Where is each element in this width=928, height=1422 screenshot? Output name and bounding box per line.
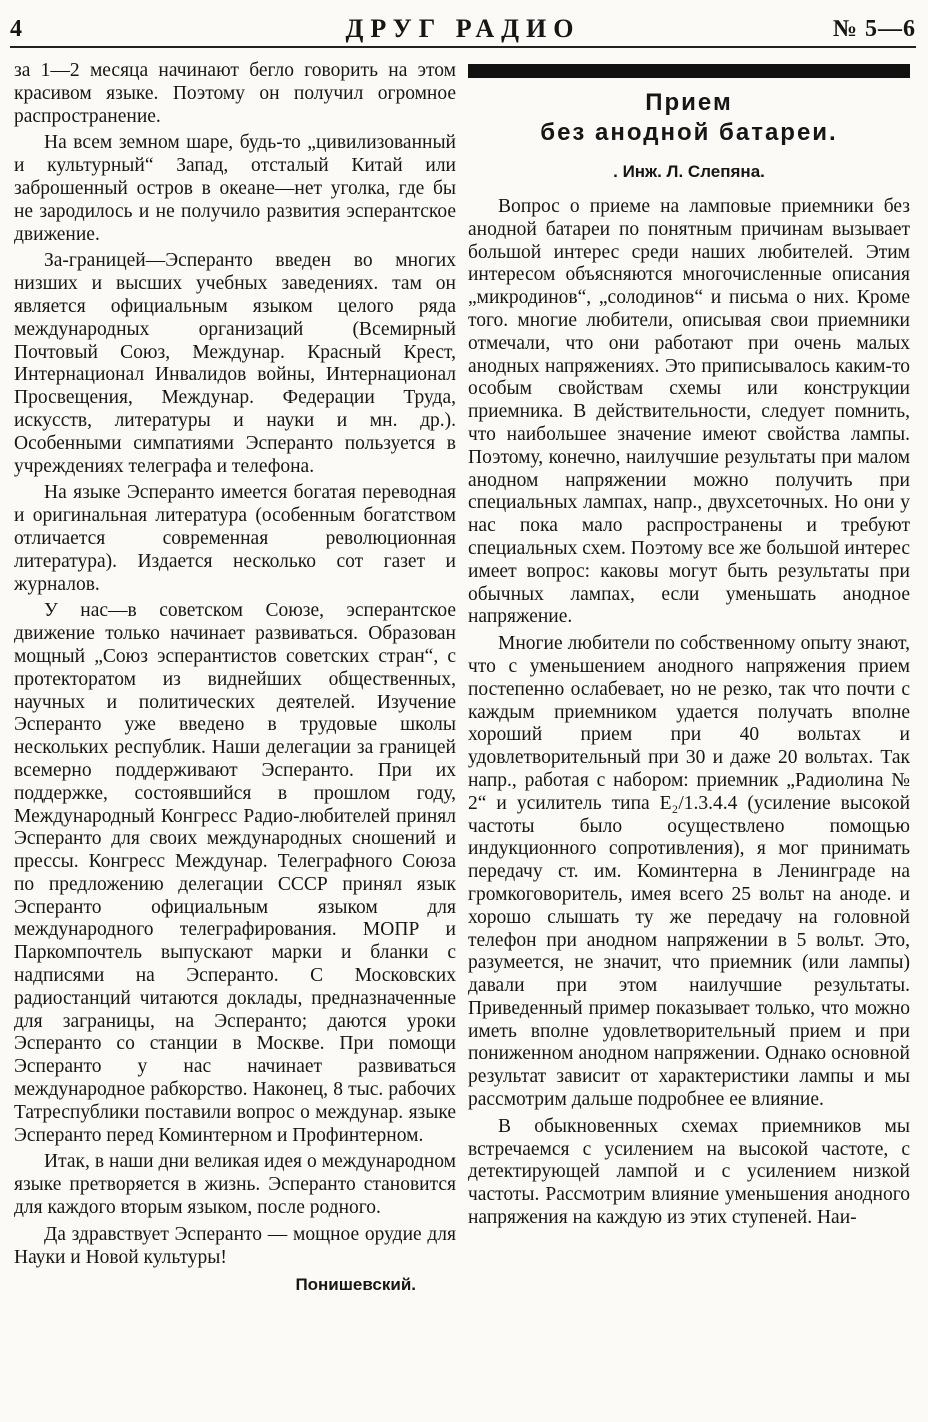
header-rule xyxy=(10,46,916,48)
article-signature: Понишевский. xyxy=(295,1275,416,1295)
article-title xyxy=(468,88,910,148)
paragraph: за 1—2 месяца начинают бегло говорить на этом красивом языке. Поэтому он получил огромное распространение. xyxy=(14,60,456,127)
paragraph: У нас—в советском Союзе, эсперантское движение только начинает развиваться. Образован мощный „Союз эсперантистов советских стран“, с протекторатом из виднейших общественных, научных и политических деятелей. Изучение Эсперанто уже введено в трудовые школы нескольких республик. Наши делегации за границей всемерно поддерживают Эсперанто. При их поддержке, состоявшийся в прошлом году, Международный Конгресс Радио-любителей принял Эсперанто для своих международных сношений и прессы. Конгресс Междунар. Телеграфного Союза по предложению делегации СССР принял язык Эсперанто официальным языком для международного телеграфирования. МОПР и Паркомпочтель выпускают марки и бланки с надписями на Эсперанто. С Московских радиостанций читаются доклады, предназначенные для заграницы, на Эсперанто; даются уроки Эсперанто со станции в Москве. При помощи Эсперанто у нас начинает развиваться международное рабкорство. Наконец, 8 тыс. рабочих Татреспублики поставили вопрос о междунар. языке Эсперанто перед Коминтерном и Профинтерном. xyxy=(14,600,456,1146)
journal-title: ДРУГ РАДИО xyxy=(345,14,581,43)
paragraph: В обыкновенных схемах приемников мы встречаемся с усилением на высокой частоте, с детектирующей лампой и с усилением низкой частоты. Рассмотрим влияние уменьшения анодного напряжения на каждую из этих ступеней. Наи- xyxy=(468,1115,910,1229)
paragraph: За-границей—Эсперанто введен во многих низших и высших учебных заведениях. там он является официальным языком целого ряда международных организаций (Всемирный Почтовый Союз, Междунар. Красный Крест, Интернационал Инвалидов войны, Интернационал Просвещения, Междунар. Федерации Труда, искусств, литературы и науки и мн. др.). Особенными симпатиями Эсперанто пользуется в учреждениях телеграфа и телефона. xyxy=(14,250,456,477)
title-bar-decoration xyxy=(468,64,910,78)
article-title-line1: Прием xyxy=(645,89,733,116)
paragraph: На всем земном шаре, будь-то „цивилизованный и культурный“ Запад, отсталый Китай или заброшенный остров в океане—нет уголка, где бы не зародилось и не получило развития эсперантское движение. xyxy=(14,132,456,245)
page-header xyxy=(10,6,916,52)
paragraph: Многие любители по собственному опыту знают, что с уменьшением анодного напряжения прием постепенно ослабевает, но не резко, так что почти с каждым приемником удается получать вполне хороший прием при 40 вольтах и удовлетворительный при 30 и даже 20 вольтах. Так напр., работая с набором: приемник „Радиолина № 2“ и усилитель типа E₂/1.3.4.4 (усиление высокой частоты было осуществлено помощью индукционного сопротивления), я мог принимать передачу ст. им. Коминтерна в Ленинграде на громкоговоритель, имея всего 25 вольт на аноде. и хорошо слышать ту же передачу на головной телефон при анодном напряжении в 5 вольт. Это, разумеется, не значит, что приемник (или лампы) давали при этом наилучшие результаты. Приведенный пример показывает только, что можно иметь вполне удовлетворительный прием и при пониженном анодном напряжении. Однако основной результат зависит от характеристики лампы и мы рассмотрим дальше подробнее ее влияние. xyxy=(468,633,910,1111)
right-column xyxy=(468,64,910,1230)
paragraph: Вопрос о приеме на ламповые приемники без анодной батареи по понятным причинам вызывает большой интерес среди наших любителей. Этим интересом объясняются многочисленные описания „микродинов“, „солодинов“ и письма о них. Кроме того. многие любители, описывая свои приемники отмечали, что они работают при очень малых анодных напряжениях. Это приписывалось каким-то особым свойствам схемы или конструкции приемника. В действительности, следует помнить, что наибольшее значение имеют свойства лампы. Поэтому, конечно, наилучшие результаты при малом анодном напряжении можно получить при специальных лампах, напр., двухсеточных. Но они у нас пока мало распространены и требуют специальных схем. Поэтому все же большой интерес имеет вопрос: каковы могут быть результаты при обычных лампах, если уменьшать анодное напряжение. xyxy=(468,196,910,628)
article-title-line2: без анодной батареи. xyxy=(540,119,838,146)
article-author: . Инж. Л. Слепяна. xyxy=(613,162,765,181)
paragraph: Итак, в наши дни великая идея о международном языке претворяется в жизнь. Эсперанто становится для каждого вторым языком, после родного. xyxy=(14,1151,456,1219)
issue-number: № 5—6 xyxy=(832,16,916,42)
page-number: 4 xyxy=(10,16,22,42)
paragraph: На языке Эсперанто имеется богатая переводная и оригинальная литература (особенным богатством отличается современная революционная литература). Издается несколько сот газет и журналов. xyxy=(14,482,456,595)
paragraph: Да здравствует Эсперанто — мощное орудие для Науки и Новой культуры! xyxy=(14,1223,456,1268)
left-column xyxy=(14,60,456,1295)
